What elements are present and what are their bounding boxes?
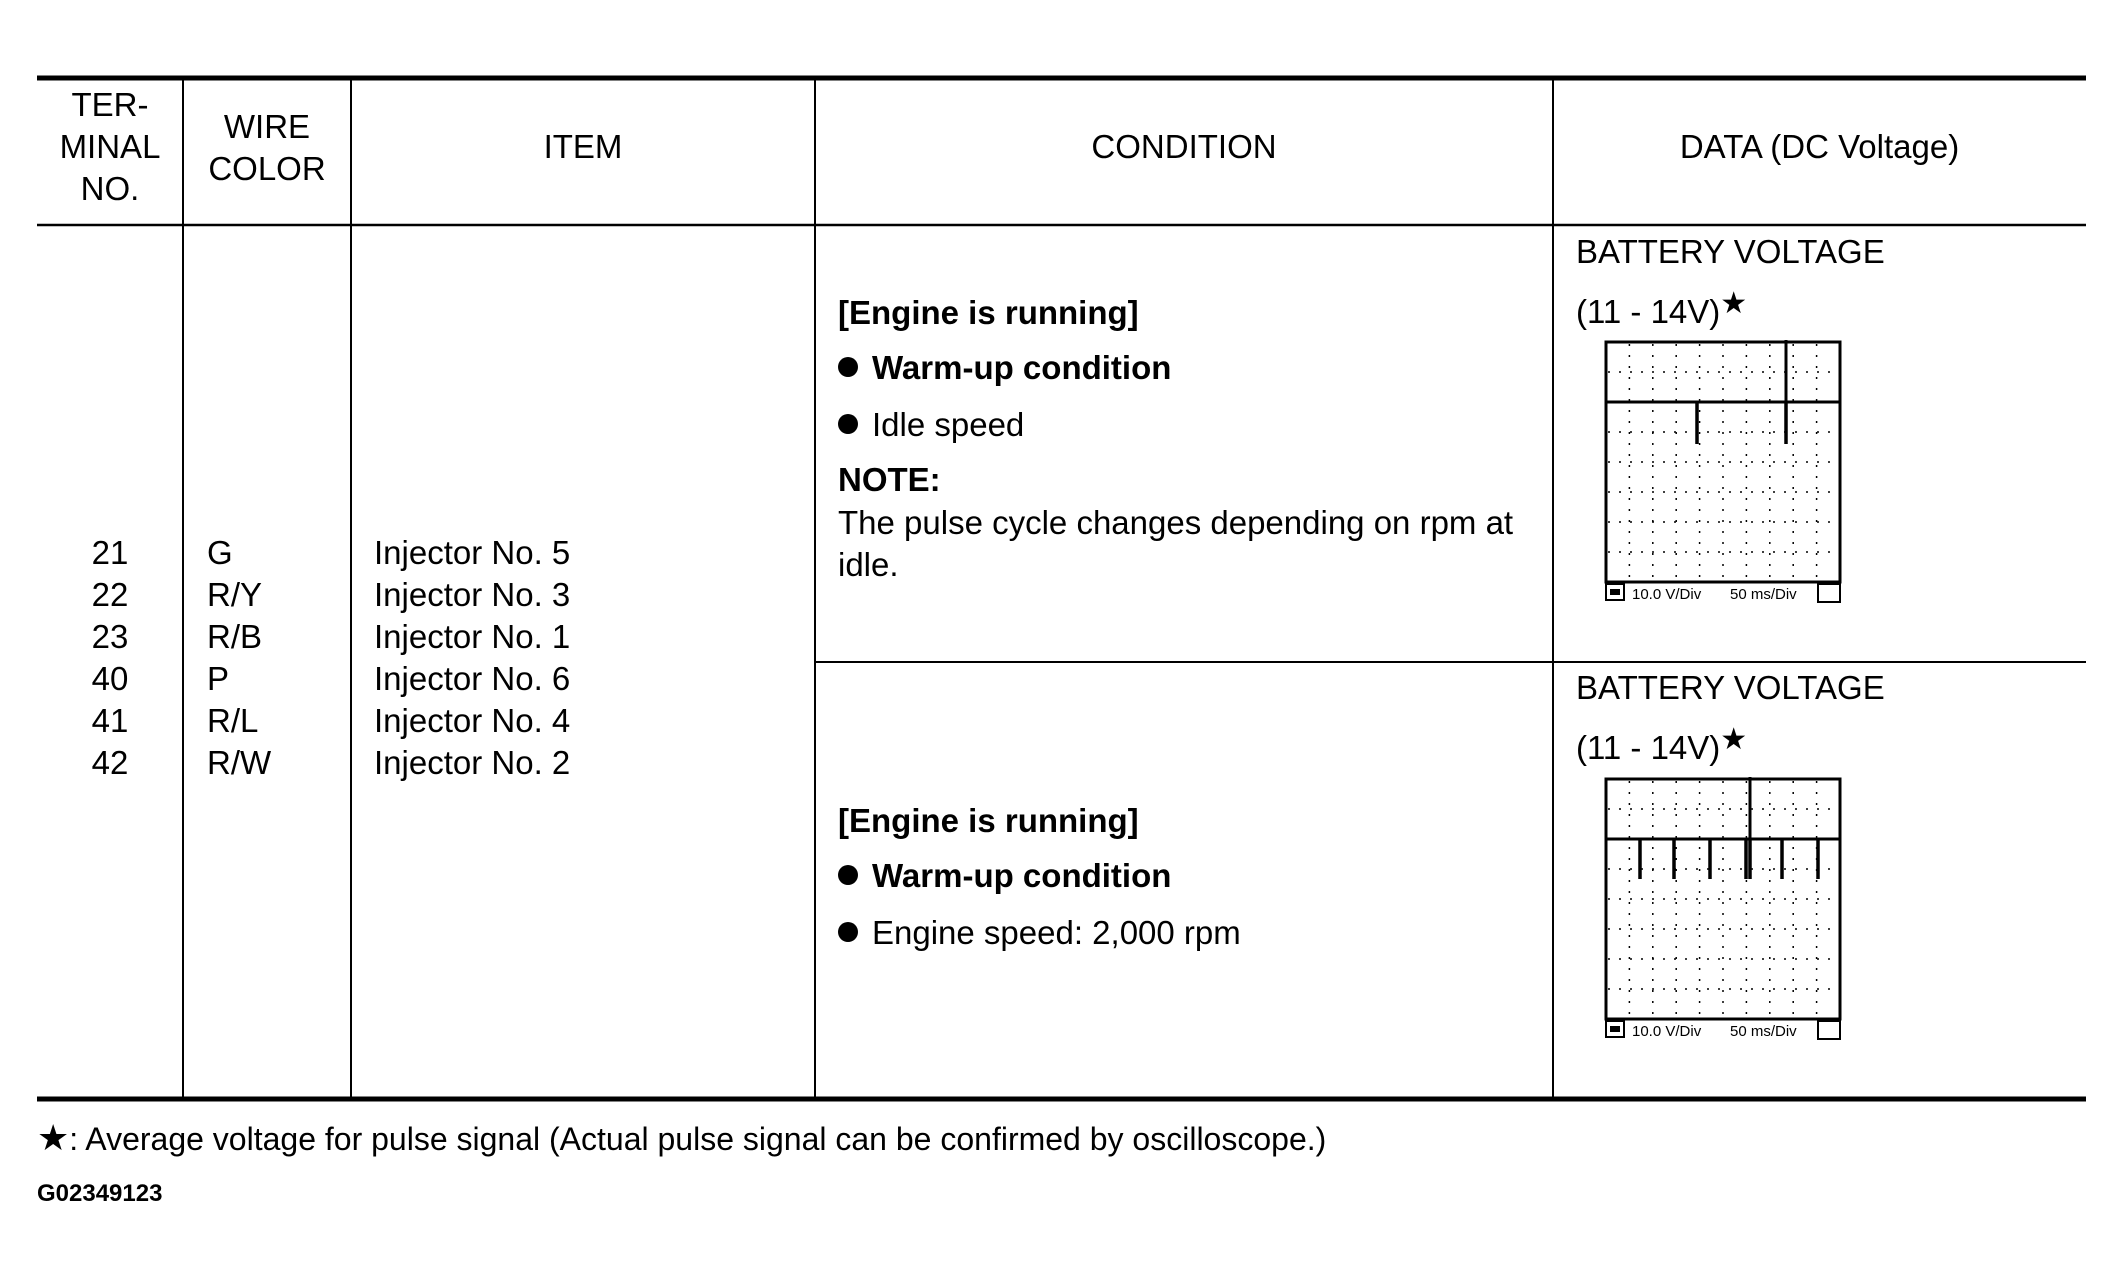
data2-line-1: BATTERY VOLTAGE: [1576, 669, 1885, 706]
header-terminal-line: NO.: [80, 170, 140, 207]
header-wire-line: COLOR: [208, 150, 326, 187]
terminal-no: 21: [91, 534, 129, 571]
wire-color: P: [207, 660, 230, 697]
terminal-no: 41: [91, 702, 129, 739]
bullet-icon: [838, 922, 858, 942]
header-terminal: [37, 84, 183, 210]
wire-color: R/L: [207, 702, 259, 739]
data2-voltage-range: (11 - 14V): [1576, 729, 1721, 766]
header-data: DATA (DC Voltage): [1679, 128, 1960, 165]
wire-color: G: [207, 534, 233, 571]
terminal-no: 22: [91, 576, 129, 613]
oscilloscope-waveform-2000rpm: [1604, 777, 1844, 1043]
bullet-icon: [838, 865, 858, 885]
cond1-note-label: NOTE:: [838, 461, 941, 498]
scope-tdiv-label: 50 ms/Div: [1730, 586, 1797, 603]
header-wire-color: [183, 106, 351, 190]
item-name: Injector No. 6: [374, 660, 571, 697]
data2-line-2: [1576, 719, 1747, 769]
star-icon: ★: [1720, 287, 1748, 320]
item-name: Injector No. 1: [374, 618, 571, 655]
cond1-bullet-2-text: Idle speed: [872, 406, 1025, 443]
bullet-icon: [838, 414, 858, 434]
footnote: [37, 1117, 1326, 1159]
cond1-bullet-1-text: Warm-up condition: [872, 349, 1172, 386]
star-icon: ★: [37, 1117, 70, 1158]
scope-vdiv-label: 10.0 V/Div: [1632, 586, 1702, 603]
scope-tdiv-label: 50 ms/Div: [1730, 1023, 1797, 1040]
header-wire-line: WIRE: [223, 108, 311, 145]
cond2-title: [Engine is running]: [838, 802, 1139, 839]
item-name: Injector No. 2: [374, 744, 571, 781]
item-column: [374, 532, 570, 784]
cond2-bullet-1: [838, 855, 1171, 897]
terminal-no: 40: [91, 660, 129, 697]
scope-channel-icon: [1610, 1026, 1620, 1032]
terminal-no: 42: [91, 744, 129, 781]
footnote-text: : Average voltage for pulse signal (Actual pulse signal can be confirmed by oscilloscope.): [69, 1121, 1327, 1157]
item-name: Injector No. 4: [374, 702, 571, 739]
wire-color-column: [207, 532, 271, 784]
wire-color: R/Y: [207, 576, 263, 613]
cond1-bullet-2: [838, 404, 1024, 446]
scope-channel-icon: [1610, 589, 1620, 595]
cond2-bullet-1-text: Warm-up condition: [872, 857, 1172, 894]
header-terminal-line: TER-: [71, 86, 149, 123]
data1-line-1: BATTERY VOLTAGE: [1576, 233, 1885, 270]
cond1-title: [Engine is running]: [838, 294, 1139, 331]
data1-voltage-range: (11 - 14V): [1576, 293, 1721, 330]
oscilloscope-waveform-idle: [1604, 340, 1844, 606]
figure-code: G02349123: [37, 1180, 163, 1207]
terminal-column: [37, 532, 183, 784]
cond1-note-line-1: The pulse cycle changes depending on rpm at: [838, 504, 1514, 541]
cond2-bullet-2: [838, 912, 1241, 954]
scope-status-box: [1818, 584, 1840, 602]
wire-color: R/W: [207, 744, 272, 781]
bullet-icon: [838, 357, 858, 377]
star-icon: ★: [1720, 723, 1748, 756]
wire-color: R/B: [207, 618, 263, 655]
cond1-note-line-2: idle.: [838, 546, 899, 583]
data1-line-2: [1576, 283, 1747, 333]
cond1-bullet-1: [838, 347, 1171, 389]
cond2-bullet-2-text: Engine speed: 2,000 rpm: [872, 914, 1241, 951]
header-condition: CONDITION: [1091, 128, 1277, 165]
item-name: Injector No. 5: [374, 534, 571, 571]
header-terminal-line: MINAL: [59, 128, 161, 165]
scope-status-box: [1818, 1021, 1840, 1039]
scope-vdiv-label: 10.0 V/Div: [1632, 1023, 1702, 1040]
terminal-no: 23: [91, 618, 129, 655]
header-item: ITEM: [543, 128, 623, 165]
item-name: Injector No. 3: [374, 576, 571, 613]
